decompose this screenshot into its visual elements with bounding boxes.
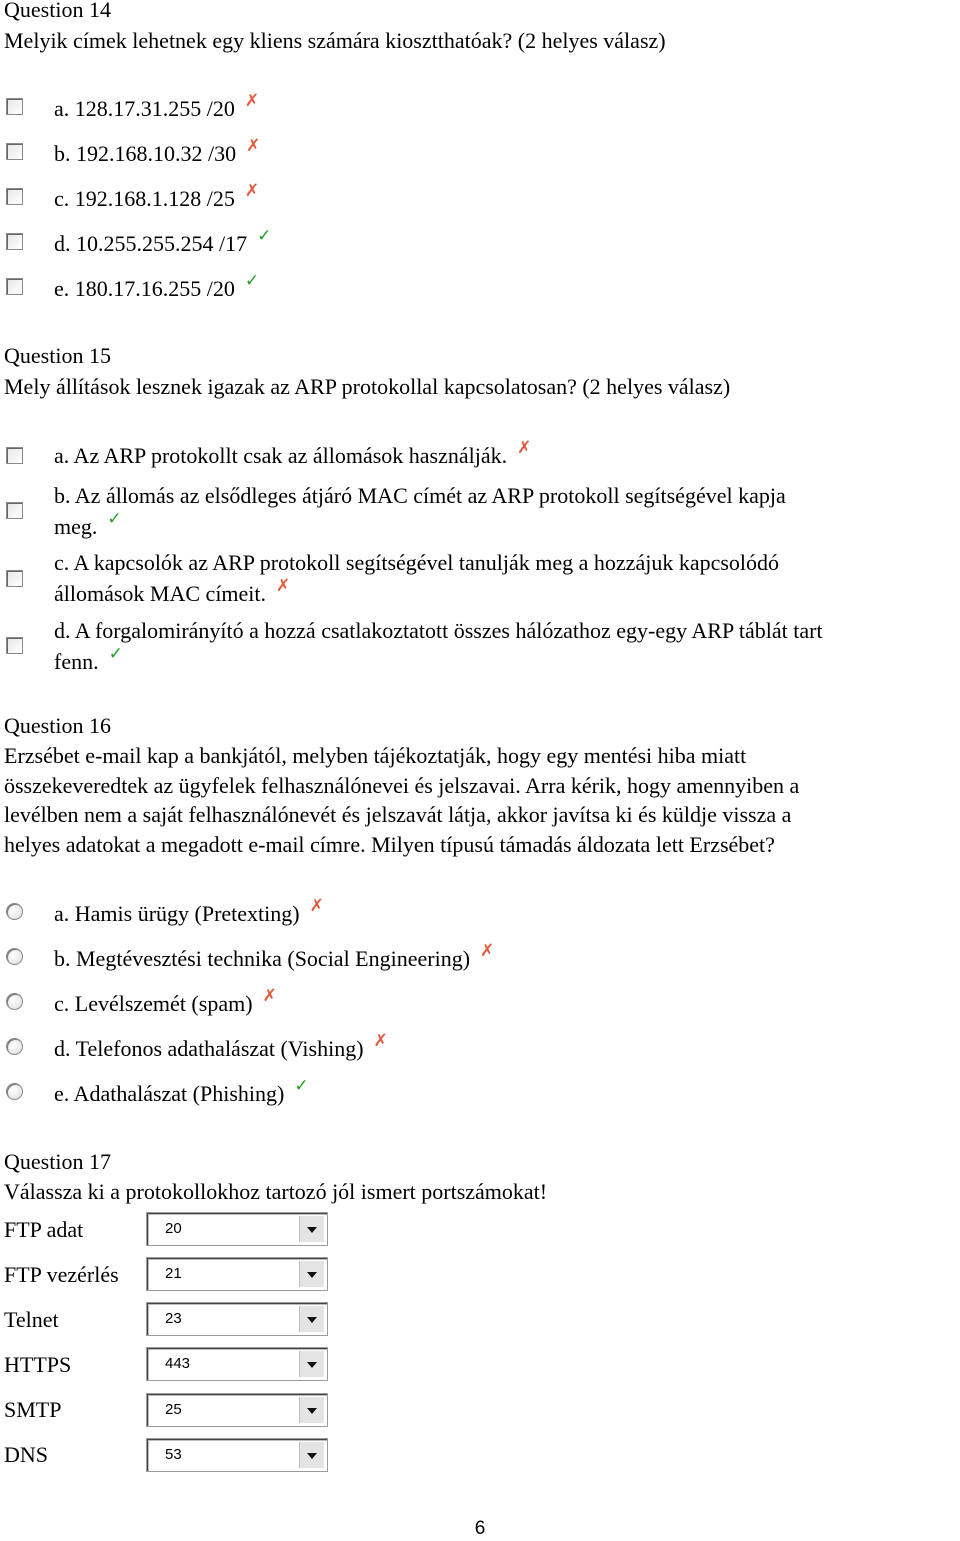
checkbox[interactable] xyxy=(6,143,23,160)
option-label: a. 128.17.31.255 /20 xyxy=(54,96,235,121)
dropdown-arrow-icon[interactable] xyxy=(299,1397,324,1423)
row-label: FTP vezérlés xyxy=(4,1262,119,1287)
port-select[interactable] xyxy=(146,1438,328,1472)
option-label: c. 192.168.1.128 /25 xyxy=(54,186,235,211)
cross-icon: ✗ xyxy=(244,181,260,201)
q15-text: Mely állítások lesznek igazak az ARP protokollal kapcsolatosan? (2 helyes válasz) xyxy=(4,374,731,399)
checkbox[interactable] xyxy=(6,188,23,205)
dropdown-arrow-icon[interactable] xyxy=(299,1216,324,1242)
radio-button[interactable] xyxy=(6,1038,23,1055)
q16-text-line: összekeveredtek az ügyfelek felhasználónevei és jelszavai. Arra kérik, hogy amennyiben a xyxy=(4,773,800,798)
option-label: b. Az állomás az elsődleges átjáró MAC címét az ARP protokoll segítségével kapja xyxy=(54,483,786,508)
row-label: DNS xyxy=(4,1442,49,1467)
option-label: a. Hamis ürügy (Pretexting) xyxy=(54,901,300,926)
q17-title: Question 17 xyxy=(4,1149,111,1174)
cross-icon: ✗ xyxy=(246,136,261,156)
port-select[interactable] xyxy=(146,1212,328,1246)
check-icon: ✓ xyxy=(294,1076,309,1096)
checkbox[interactable] xyxy=(6,502,23,519)
option-label-continued: meg. xyxy=(54,514,98,539)
dropdown-arrow-icon[interactable] xyxy=(299,1442,324,1468)
dropdown-arrow-icon[interactable] xyxy=(299,1261,324,1287)
select-value: 443 xyxy=(165,1355,191,1372)
q17-text: Válassza ki a protokollokhoz tartozó jól ismert portszámokat! xyxy=(4,1179,548,1204)
select-value: 25 xyxy=(165,1401,182,1418)
select-value: 23 xyxy=(165,1310,182,1327)
port-select[interactable] xyxy=(146,1393,328,1427)
row-label: HTTPS xyxy=(4,1352,72,1377)
checkbox[interactable] xyxy=(6,447,23,464)
q16-text-line: helyes adatokat a megadott e-mail címre. Milyen típusú támadás áldozata lett Erzsébet? xyxy=(4,832,775,857)
cross-icon: ✗ xyxy=(480,941,495,961)
option-label: e. 180.17.16.255 /20 xyxy=(54,276,235,301)
check-icon: ✓ xyxy=(107,509,122,529)
q16-text-line: Erzsébet e-mail kap a bankjától, melyben tájékoztatják, hogy egy mentési hiba miatt xyxy=(4,743,747,768)
cross-icon: ✗ xyxy=(517,438,532,458)
row-label: Telnet xyxy=(4,1307,59,1332)
port-select[interactable] xyxy=(146,1302,328,1336)
port-select[interactable] xyxy=(146,1347,328,1381)
option-label: b. 192.168.10.32 /30 xyxy=(54,141,237,166)
select-value: 20 xyxy=(165,1220,182,1237)
cross-icon: ✗ xyxy=(276,576,291,596)
cross-icon: ✗ xyxy=(309,896,324,916)
option-label: d. A forgalomirányító a hozzá csatlakoztatott összes hálózathoz egy-egy ARP táblát tart xyxy=(54,618,823,643)
option-label-continued: állomások MAC címeit. xyxy=(54,581,267,606)
dropdown-arrow-icon[interactable] xyxy=(299,1306,324,1332)
checkbox[interactable] xyxy=(6,278,23,295)
row-label: SMTP xyxy=(4,1397,62,1422)
option-label: e. Adathalászat (Phishing) xyxy=(54,1081,285,1106)
q14-text: Melyik címek lehetnek egy kliens számára kiosztthatóak? (2 helyes válasz) xyxy=(4,28,666,53)
select-value: 53 xyxy=(165,1446,182,1463)
check-icon: ✓ xyxy=(108,644,123,664)
q16-text-line: levélben nem a saját felhasználónevét és jelszavát látja, akkor javítsa ki és küldje vissza a xyxy=(4,802,792,827)
page-number: 6 xyxy=(474,1518,486,1539)
option-label: a. Az ARP protokollt csak az állomások használják. xyxy=(54,443,508,468)
checkbox[interactable] xyxy=(6,637,23,654)
check-icon: ✓ xyxy=(257,226,272,246)
dropdown-arrow-icon[interactable] xyxy=(299,1351,324,1377)
q16-title: Question 16 xyxy=(4,713,111,738)
radio-button[interactable] xyxy=(6,948,23,965)
cross-icon: ✗ xyxy=(262,986,277,1006)
radio-button[interactable] xyxy=(6,993,23,1010)
radio-button[interactable] xyxy=(6,903,23,920)
option-label: c. Levélszemét (spam) xyxy=(54,991,253,1016)
check-icon: ✓ xyxy=(244,271,260,291)
q15-title: Question 15 xyxy=(4,343,111,368)
q14-title: Question 14 xyxy=(4,0,111,22)
checkbox[interactable] xyxy=(6,233,23,250)
cross-icon: ✗ xyxy=(373,1031,388,1051)
radio-button[interactable] xyxy=(6,1083,23,1100)
option-label: d. 10.255.255.254 /17 xyxy=(54,231,248,256)
option-label: b. Megtévesztési technika (Social Engineering) xyxy=(54,946,471,971)
cross-icon: ✗ xyxy=(244,91,260,111)
select-value: 21 xyxy=(165,1265,182,1282)
option-label-continued: fenn. xyxy=(54,649,99,674)
option-label: c. A kapcsolók az ARP protokoll segítségével tanulják meg a hozzájuk kapcsolódó xyxy=(54,550,780,575)
option-label: d. Telefonos adathalászat (Vishing) xyxy=(54,1036,364,1061)
port-select[interactable] xyxy=(146,1257,328,1291)
checkbox[interactable] xyxy=(6,98,23,115)
checkbox[interactable] xyxy=(6,570,23,587)
row-label: FTP adat xyxy=(4,1217,84,1242)
